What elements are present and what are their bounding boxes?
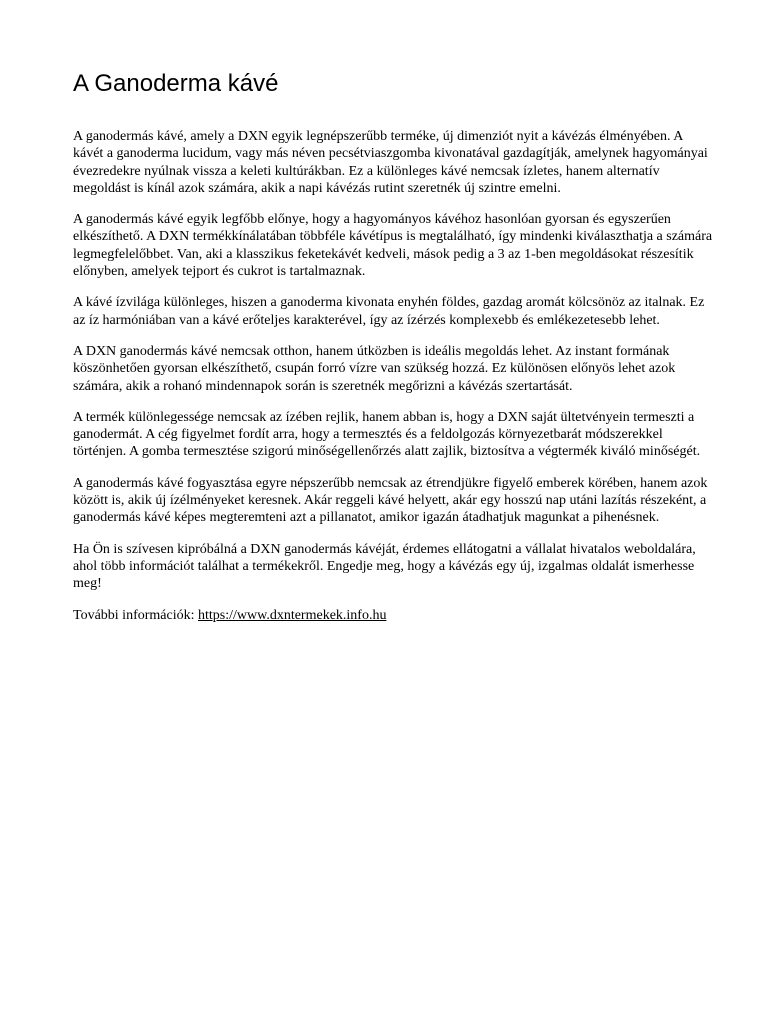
document-body [73,128,713,624]
paragraph-cultivation: A termék különlegessége nemcsak az ízében rejlik, hanem abban is, hogy a DXN saját ültetvényein termeszti a ganodermát. A cég figyelmet fordít arra, hogy a termesztés és a feldolgozás környezetbarát módszerekkel történjen. A gomba termesztése szigorú minőségellenőrzés alatt zajlik, biztosítva a végtermék kiváló minőségét. [73,409,701,460]
page-title: A Ganoderma kávé [73,70,279,97]
more-info-label: További információk: [73,607,195,623]
more-info-line [73,607,713,624]
paragraph-popularity: A ganodermás kávé fogyasztása egyre népszerűbb nemcsak az étrendjükre figyelő emberek körében, hanem azok között is, akik új ízélményeket keresnek. Akár reggeli kávé helyett, akár egy hosszú nap utáni lazítás részeként, a ganodermás kávé képes megteremteni azt a pillanatot, amikor igazán átadhatjuk magunkat a pihenésnek. [73,475,708,526]
more-info-link[interactable]: https://www.dxntermekek.info.hu [198,607,387,623]
paragraph-invitation: Ha Ön is szívesen kipróbálná a DXN ganodermás kávéját, érdemes ellátogatni a vállalat hivatalos weboldalára, ahol több információt találhat a termékekről. Engedje meg, hogy a kávézás egy új, izgalmas oldalát ismerhesse meg! [73,541,696,592]
paragraph-flavor: A kávé ízvilága különleges, hiszen a ganoderma kivonata enyhén földes, gazdag aromát kölcsönöz az italnak. Ez az íz harmóniában van a kávé erőteljes karakterével, így az ízérzés komplexebb és emlékezetesebb lehet. [73,295,705,328]
paragraph-instant: A DXN ganodermás kávé nemcsak otthon, hanem útközben is ideális megoldás lehet. Az instant formának köszönhetően gyorsan elkészíthető, csupán forró vízre van szükség hozzá. Ez különösen előnyös lehet azok számára, akik a rohanó mindennapok során is szeretnék megőrizni a kávézás szertartását. [73,343,676,394]
paragraph-preparation: A ganodermás kávé egyik legfőbb előnye, hogy a hagyományos kávéhoz hasonlóan gyorsan és egyszerűen elkészíthető. A DXN termékkínálatában többféle kávétípus is megtalálható, így mindenki kiválaszthatja a számára legmegfelelőbbet. Van, aki a klasszikus feketekávét kedveli, mások pedig a 3 az 1-ben megoldásokat részesítik előnyben, amelyek tejport és cukrot is tartalmaznak. [73,212,713,280]
paragraph-intro: A ganodermás kávé, amely a DXN egyik legnépszerűbb terméke, új dimenziót nyit a kávézás élményében. A kávét a ganoderma lucidum, vagy más néven pecsétviaszgomba kivonatával gazdagítják, amelynek hagyományai évezredekre nyúlnak vissza a keleti kultúrákban. Ez a különleges kávé nemcsak ízletes, hanem alternatív megoldást is kínál azok számára, akik a napi kávézás rutint szeretnék új szintre emelni. [73,129,708,196]
